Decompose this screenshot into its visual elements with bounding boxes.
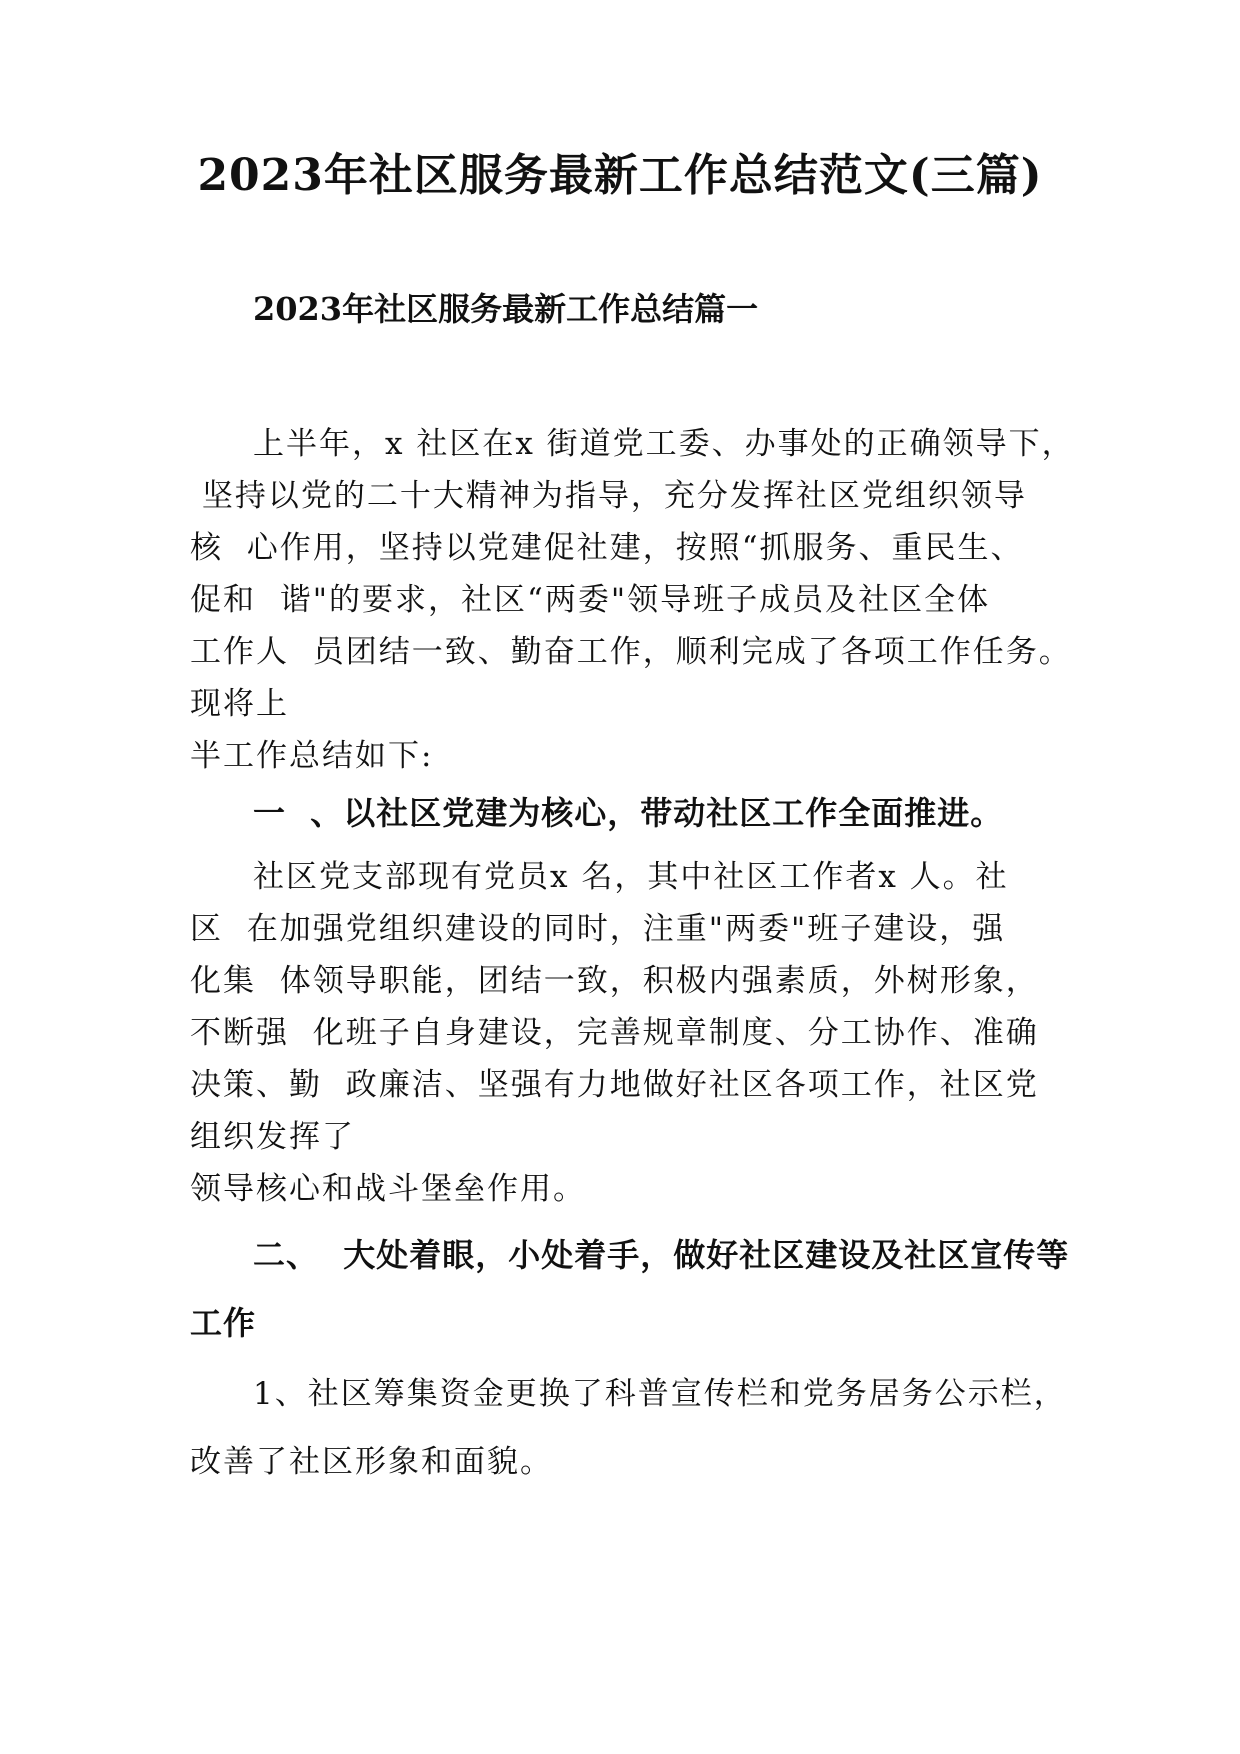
intro-line: 坚持以党的二十大精神为指导，充分发挥社区党组织领导: [190, 478, 1027, 514]
intro-line: 现将上: [190, 686, 289, 722]
document-title: 2023年社区服务最新工作总结范文(三篇): [197, 150, 1043, 201]
paragraph-line: 不断强 化班子自身建设，完善规章制度、分工协作、准确: [190, 1015, 1039, 1051]
section-title: 2023年社区服务最新工作总结篇一: [253, 290, 759, 328]
intro-line: 促和 谐"的要求，社区“两委"领导班子成员及社区全体: [190, 582, 991, 618]
intro-line: 上半年，x 社区在x 街道党工委、办事处的正确领导下，: [253, 426, 1075, 462]
heading-two-continuation: 工作: [190, 1304, 257, 1342]
intro-line: 半工作总结如下:: [190, 738, 434, 774]
heading-two: 二、 大处着眼，小处着手，做好社区建设及社区宣传等: [253, 1236, 1070, 1274]
paragraph-line: 决策、勤 政廉洁、坚强有力地做好社区各项工作，社区党: [190, 1067, 1039, 1103]
paragraph-line: 1、社区筹集资金更换了科普宣传栏和党务居务公示栏，: [253, 1376, 1067, 1412]
heading-one: 一 、以社区党建为核心，带动社区工作全面推进。: [253, 794, 1004, 832]
paragraph-line: 化集 体领导职能，团结一致，积极内强素质，外树形象，: [190, 963, 1039, 999]
intro-line: 工作人 员团结一致、勤奋工作，顺利完成了各项工作任务。: [190, 634, 1072, 670]
paragraph-line: 区 在加强党组织建设的同时，注重"两委"班子建设，强: [190, 911, 1006, 947]
paragraph-line: 领导核心和战斗堡垒作用。: [190, 1171, 586, 1207]
paragraph-line: 组织发挥了: [190, 1119, 355, 1155]
paragraph-line: 改善了社区形象和面貌。: [190, 1444, 553, 1480]
intro-line: 核 心作用，坚持以党建促社建，按照“抓服务、重民生、: [190, 530, 1024, 566]
paragraph-line: 社区党支部现有党员x 名，其中社区工作者x 人。社: [253, 859, 1009, 895]
